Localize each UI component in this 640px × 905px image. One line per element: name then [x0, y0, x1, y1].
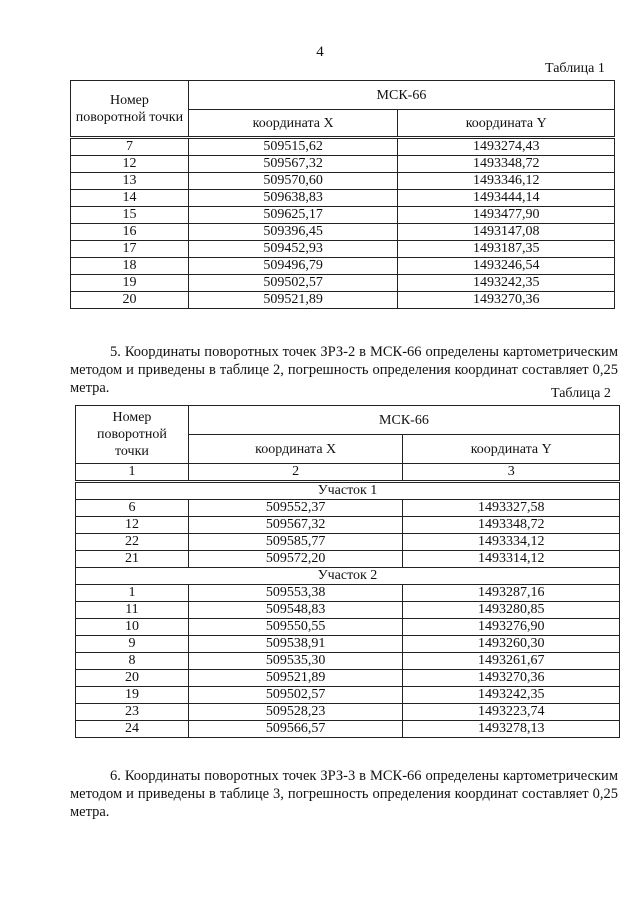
cell-x: 509521,89	[188, 292, 398, 309]
table1-caption: Таблица 1	[545, 61, 605, 76]
cell-point: 23	[76, 704, 189, 721]
cell-x: 509550,55	[188, 619, 403, 636]
table-row	[76, 619, 620, 636]
table-row	[76, 636, 620, 653]
cell-x: 509452,93	[188, 241, 398, 258]
table-row	[71, 190, 615, 207]
cell-point: 7	[71, 138, 189, 156]
cell-x: 509515,62	[188, 138, 398, 156]
cell-y: 1493187,35	[398, 241, 615, 258]
cell-point: 21	[76, 551, 189, 568]
table-row	[71, 258, 615, 275]
cell-x: 509572,20	[188, 551, 403, 568]
table-row	[71, 241, 615, 258]
cell-point: 16	[71, 224, 189, 241]
cell-x: 509570,60	[188, 173, 398, 190]
cell-point: 13	[71, 173, 189, 190]
table2-x-header: координата X	[188, 435, 403, 464]
cell-point: 11	[76, 602, 189, 619]
table-row	[76, 602, 620, 619]
table-row	[71, 156, 615, 173]
table2-section1-title: Участок 1	[76, 482, 620, 500]
cell-y: 1493314,12	[403, 551, 620, 568]
cell-y: 1493278,13	[403, 721, 620, 738]
cell-x: 509521,89	[188, 670, 403, 687]
cell-y: 1493242,35	[403, 687, 620, 704]
cell-y: 1493260,30	[403, 636, 620, 653]
cell-point: 19	[76, 687, 189, 704]
cell-point: 1	[76, 585, 189, 602]
table2-colnum-2: 2	[188, 464, 403, 482]
cell-point: 6	[76, 500, 189, 517]
table-row	[76, 517, 620, 534]
cell-x: 509567,32	[188, 156, 398, 173]
cell-x: 509553,38	[188, 585, 403, 602]
table2-colnum-3: 3	[403, 464, 620, 482]
table-row	[76, 500, 620, 517]
cell-y: 1493274,43	[398, 138, 615, 156]
cell-y: 1493270,36	[398, 292, 615, 309]
cell-y: 1493276,90	[403, 619, 620, 636]
cell-point: 8	[76, 653, 189, 670]
cell-point: 15	[71, 207, 189, 224]
cell-point: 17	[71, 241, 189, 258]
cell-point: 9	[76, 636, 189, 653]
cell-y: 1493346,12	[398, 173, 615, 190]
paragraph-6: 6. Координаты поворотных точек ЗРЗ-3 в МСК-66 определены картометрическим методом и приведены в таблице 3, погрешность определения координат составляет 0,25 метра.	[70, 768, 618, 820]
table-row	[71, 224, 615, 241]
cell-x: 509638,83	[188, 190, 398, 207]
table2	[75, 405, 620, 738]
cell-point: 20	[76, 670, 189, 687]
cell-x: 509538,91	[188, 636, 403, 653]
table2-point-header: Номер поворотной точки	[76, 406, 189, 464]
table-row	[76, 534, 620, 551]
cell-point: 14	[71, 190, 189, 207]
cell-point: 12	[71, 156, 189, 173]
table-row	[71, 173, 615, 190]
cell-point: 22	[76, 534, 189, 551]
table1-y-header: координата Y	[398, 110, 615, 138]
table-row	[76, 721, 620, 738]
cell-x: 509585,77	[188, 534, 403, 551]
cell-y: 1493242,35	[398, 275, 615, 292]
cell-x: 509567,32	[188, 517, 403, 534]
cell-y: 1493334,12	[403, 534, 620, 551]
page-number: 4	[316, 44, 324, 60]
table1-x-header: координата X	[188, 110, 398, 138]
cell-point: 18	[71, 258, 189, 275]
cell-y: 1493327,58	[403, 500, 620, 517]
cell-point: 19	[71, 275, 189, 292]
cell-x: 509396,45	[188, 224, 398, 241]
table-row	[76, 585, 620, 602]
cell-y: 1493261,67	[403, 653, 620, 670]
cell-x: 509535,30	[188, 653, 403, 670]
cell-y: 1493246,54	[398, 258, 615, 275]
cell-x: 509496,79	[188, 258, 398, 275]
table1-system-header: МСК-66	[188, 81, 614, 110]
cell-x: 509552,37	[188, 500, 403, 517]
table1	[70, 80, 615, 309]
table-row	[76, 551, 620, 568]
table-row	[71, 207, 615, 224]
cell-x: 509502,57	[188, 687, 403, 704]
table-row	[71, 292, 615, 309]
table-row	[71, 275, 615, 292]
table2-caption: Таблица 2	[551, 386, 611, 401]
table-row	[71, 138, 615, 156]
cell-y: 1493444,14	[398, 190, 615, 207]
paragraph-5: 5. Координаты поворотных точек ЗРЗ-2 в МСК-66 определены картометрическим методом и приведены в таблице 2, погрешность определения координат составляет 0,25 метра.	[70, 344, 618, 396]
cell-y: 1493477,90	[398, 207, 615, 224]
cell-y: 1493348,72	[403, 517, 620, 534]
cell-y: 1493287,16	[403, 585, 620, 602]
table-row	[76, 670, 620, 687]
cell-y: 1493270,36	[403, 670, 620, 687]
cell-point: 20	[71, 292, 189, 309]
table-row	[76, 653, 620, 670]
cell-x: 509548,83	[188, 602, 403, 619]
cell-y: 1493280,85	[403, 602, 620, 619]
table2-y-header: координата Y	[403, 435, 620, 464]
cell-y: 1493147,08	[398, 224, 615, 241]
table-row	[76, 704, 620, 721]
table2-colnum-1: 1	[76, 464, 189, 482]
table2-system-header: МСК-66	[188, 406, 619, 435]
table1-point-header: Номер поворотной точки	[71, 81, 189, 138]
cell-point: 24	[76, 721, 189, 738]
cell-y: 1493223,74	[403, 704, 620, 721]
cell-x: 509625,17	[188, 207, 398, 224]
table2-section2-title: Участок 2	[76, 568, 620, 585]
cell-x: 509502,57	[188, 275, 398, 292]
cell-point: 10	[76, 619, 189, 636]
table-row	[76, 687, 620, 704]
cell-y: 1493348,72	[398, 156, 615, 173]
cell-x: 509566,57	[188, 721, 403, 738]
cell-x: 509528,23	[188, 704, 403, 721]
cell-point: 12	[76, 517, 189, 534]
